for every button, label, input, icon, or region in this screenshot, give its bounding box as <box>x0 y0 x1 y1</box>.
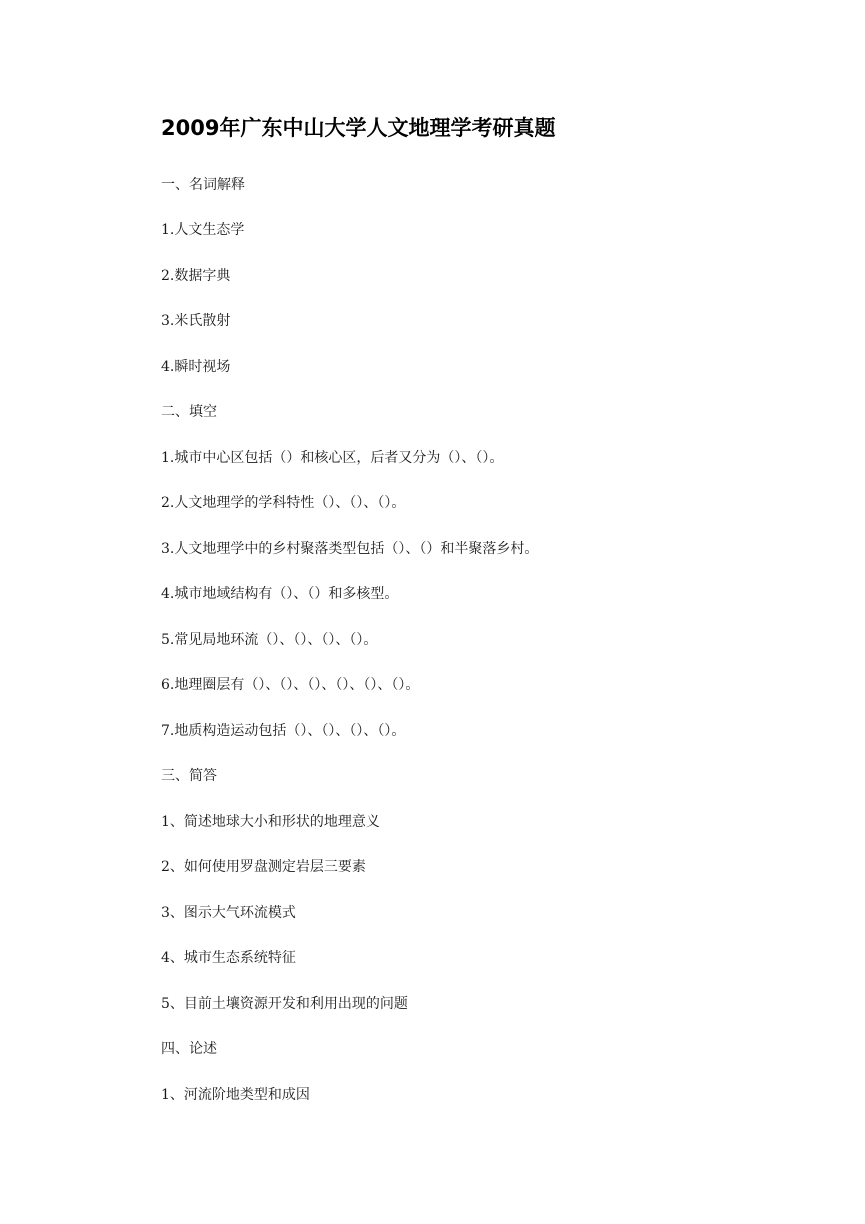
question-item: 1、简述地球大小和形状的地理意义 <box>161 814 380 830</box>
section-heading: 四、论述 <box>161 1041 217 1057</box>
question-item: 4.瞬时视场 <box>161 359 231 375</box>
section-heading: 一、名词解释 <box>161 177 245 193</box>
question-item: 2.数据字典 <box>161 268 231 284</box>
question-item: 2、如何使用罗盘测定岩层三要素 <box>161 859 366 875</box>
question-item: 4、城市生态系统特征 <box>161 950 296 966</box>
question-item: 4.城市地域结构有（）、（）和多核型。 <box>161 586 399 602</box>
question-item: 3.米氏散射 <box>161 313 231 329</box>
question-item: 1.城市中心区包括（）和核心区，后者又分为（）、（）。 <box>161 450 504 466</box>
section-heading: 二、填空 <box>161 404 217 420</box>
question-item: 6.地理圈层有（）、（）、（）、（）、（）、（）。 <box>161 677 420 693</box>
section-heading: 三、简答 <box>161 768 217 784</box>
question-item: 7.地质构造运动包括（）、（）、（）、（）。 <box>161 723 406 739</box>
document-title: 2009年广东中山大学人文地理学考研真题 <box>161 116 556 140</box>
question-item: 3、图示大气环流模式 <box>161 905 296 921</box>
question-item: 5、目前土壤资源开发和利用出现的问题 <box>161 996 408 1012</box>
question-item: 2.人文地理学的学科特性（）、（）、（）。 <box>161 495 406 511</box>
question-item: 5.常见局地环流（）、（）、（）、（）。 <box>161 632 378 648</box>
question-item: 1.人文生态学 <box>161 222 245 238</box>
question-item: 3.人文地理学中的乡村聚落类型包括（）、（）和半聚落乡村。 <box>161 541 539 557</box>
question-item: 1、河流阶地类型和成因 <box>161 1087 310 1103</box>
